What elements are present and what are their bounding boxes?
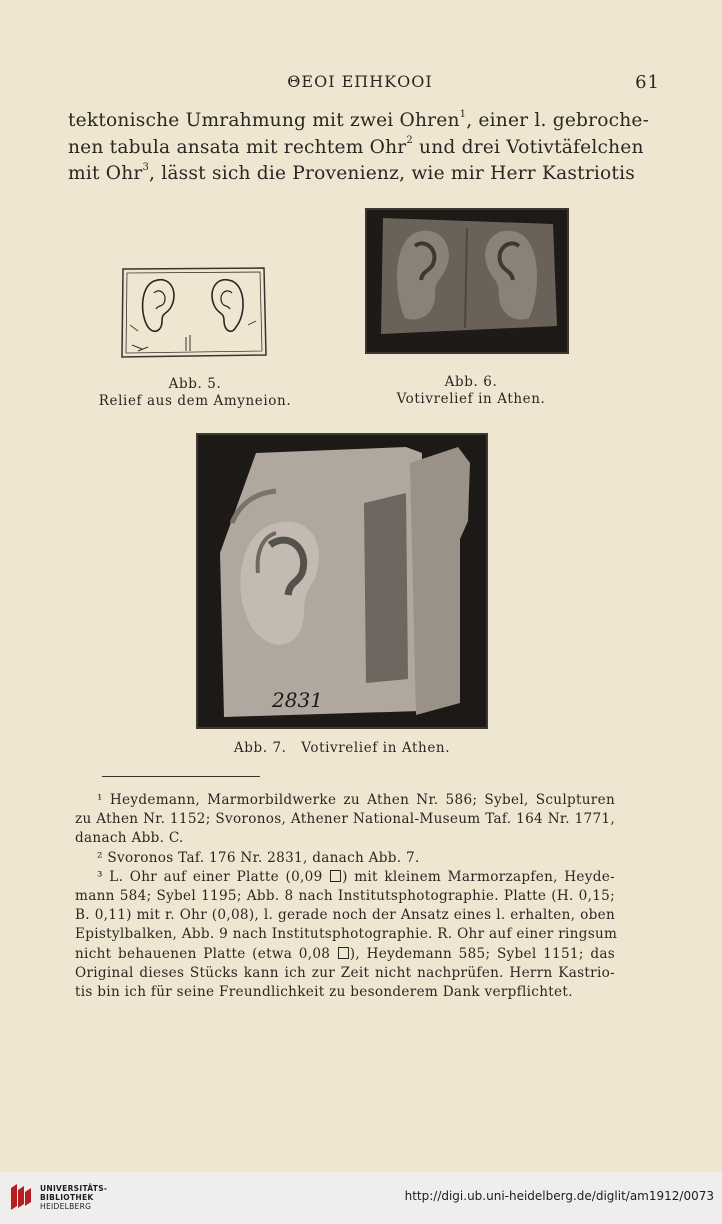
figure-7-caption: Abb. 7. Votivrelief in Athen. (233, 740, 451, 756)
footnote-line: zu Athen Nr. 1152; Svoronos, Athener National-Museum Taf. 164 Nr. 1771, (75, 811, 615, 828)
figure-5-text: Relief aus dem Amyneion. (98, 393, 292, 409)
running-header (60, 72, 660, 94)
footnotes (75, 791, 618, 1002)
body-line: nen tabula ansata mit rechtem Ohr$^2$ und drei Votivtäfelchen (68, 135, 644, 158)
figure-6-text: Votivrelief in Athen. (396, 391, 546, 407)
figure-6-photo (365, 208, 569, 354)
figure-5-caption (80, 376, 310, 410)
footnote-line: B. 0,11) mit r. Ohr (0,08), l. gerade noch der Ansatz eines l. erhalten, oben (75, 907, 615, 924)
digitization-footer (0, 1172, 722, 1224)
body-paragraph (68, 108, 650, 188)
footnote-ref: 2 (406, 135, 413, 147)
footnote-line: mann 584; Sybel 1195; Abb. 8 nach Institutsphotographie. Platte (H. 0,15; (75, 888, 615, 905)
figure-7-photo (196, 433, 488, 729)
running-title: ΘΕΟΙ ΕΠΗΚΟΟΙ (287, 72, 433, 91)
square-symbol (338, 947, 349, 959)
footnote-line: ² Svoronos Taf. 176 Nr. 2831, danach Abb. 7. (97, 849, 420, 866)
figure-5-drawing (118, 265, 268, 360)
permalink-url[interactable]: http://digi.ub.uni-heidelberg.de/diglit/am1912/0073 (404, 1189, 714, 1203)
library-logo-text: UNIVERSITÄTS- BIBLIOTHEK HEIDELBERG (40, 1184, 108, 1211)
body-line: mit Ohr$^3$, lässt sich die Provenienz, wie mir Herr Kastriotis (68, 161, 635, 184)
footnote-line: danach Abb. C. (75, 830, 184, 847)
square-symbol (330, 870, 341, 882)
page-number: 61 (635, 72, 660, 93)
library-logo-icon[interactable] (8, 1182, 34, 1212)
footnote-line: ³ L. Ohr auf einer Platte (0,09 ) mit kleinem Marmorzapfen, Heyde- (97, 868, 615, 885)
figure-6-caption (356, 374, 586, 408)
footnote-line: nicht behauenen Platte (etwa 0,08 ), Heydemann 585; Sybel 1151; das (75, 945, 615, 962)
footnote-rule (102, 776, 260, 777)
figure-5-label: Abb. 5. (168, 376, 222, 392)
body-line: tektonische Umrahmung mit zwei Ohren$^1$, einer l. gebroche- (68, 108, 650, 131)
footnote-line: Original dieses Stücks kann ich zur Zeit nicht nachprüfen. Herrn Kastrio- (75, 964, 615, 981)
footnote-line: Epistylbalken, Abb. 9 nach Institutsphotographie. R. Ohr auf einer ringsum (75, 926, 618, 943)
footnote-ref: 3 (142, 161, 150, 173)
inscription-2831: 2831 (272, 688, 323, 712)
footnote-line: ¹ Heydemann, Marmorbildwerke zu Athen Nr. 586; Sybel, Sculpturen (97, 792, 615, 808)
footnote-line: tis bin ich für seine Freundlichkeit zu besonderem Dank verpflichtet. (75, 984, 573, 1001)
footnote-ref: 1 (459, 108, 467, 120)
figure-6-label: Abb. 6. (444, 374, 498, 390)
